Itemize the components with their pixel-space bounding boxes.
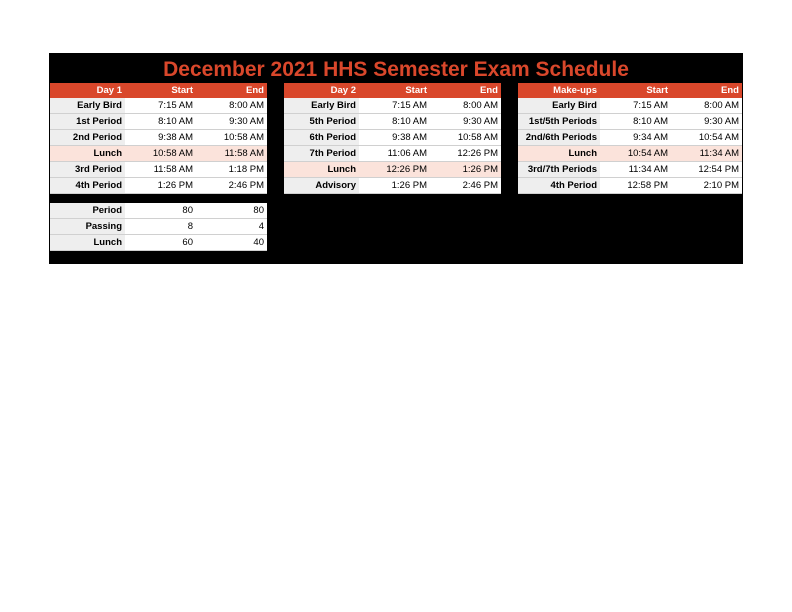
header-cell: Day 2 xyxy=(284,83,359,98)
start-cell: 10:54 AM xyxy=(600,146,671,162)
end-cell: 8:00 AM xyxy=(430,98,501,114)
durations-table xyxy=(50,203,267,251)
start-cell: 8:10 AM xyxy=(359,114,430,130)
start-cell: 11:06 AM xyxy=(359,146,430,162)
table-row xyxy=(50,130,267,146)
table-row xyxy=(50,162,267,178)
table-row xyxy=(518,130,742,146)
end-cell: 1:18 PM xyxy=(196,162,267,178)
row-label: Lunch xyxy=(50,146,125,162)
row-label: Lunch xyxy=(284,162,359,178)
table-row xyxy=(284,178,501,194)
header-cell: Start xyxy=(125,83,196,98)
table-header-row xyxy=(284,83,501,98)
header-cell: Start xyxy=(600,83,671,98)
end-cell: 8:00 AM xyxy=(196,98,267,114)
end-cell: 2:46 PM xyxy=(196,178,267,194)
end-cell: 2:46 PM xyxy=(430,178,501,194)
row-label: 2nd/6th Periods xyxy=(518,130,600,146)
schedule-sheet xyxy=(49,53,743,264)
end-cell: 11:58 AM xyxy=(196,146,267,162)
start-cell: 9:34 AM xyxy=(600,130,671,146)
table-row xyxy=(50,114,267,130)
row-label: 3rd/7th Periods xyxy=(518,162,600,178)
header-cell: End xyxy=(196,83,267,98)
makeup-minutes-cell: 40 xyxy=(196,235,267,251)
end-cell: 2:10 PM xyxy=(671,178,742,194)
row-label: Passing xyxy=(50,219,125,235)
start-cell: 12:26 PM xyxy=(359,162,430,178)
start-cell: 7:15 AM xyxy=(359,98,430,114)
makeup-minutes-cell: 80 xyxy=(196,203,267,219)
lunch-row xyxy=(50,146,267,162)
start-cell: 9:38 AM xyxy=(125,130,196,146)
table-row xyxy=(518,114,742,130)
table-row xyxy=(518,178,742,194)
header-cell: Start xyxy=(359,83,430,98)
row-label: Lunch xyxy=(518,146,600,162)
day1-minutes-cell: 60 xyxy=(125,235,196,251)
end-cell: 9:30 AM xyxy=(671,114,742,130)
start-cell: 1:26 PM xyxy=(359,178,430,194)
row-label: 1st Period xyxy=(50,114,125,130)
row-label: 3rd Period xyxy=(50,162,125,178)
end-cell: 12:54 PM xyxy=(671,162,742,178)
table-row xyxy=(50,235,267,251)
row-label: 4th Period xyxy=(518,178,600,194)
end-cell: 8:00 AM xyxy=(671,98,742,114)
row-label: 7th Period xyxy=(284,146,359,162)
end-cell: 9:30 AM xyxy=(430,114,501,130)
table-row xyxy=(284,146,501,162)
table-row xyxy=(518,98,742,114)
table-row xyxy=(50,203,267,219)
start-cell: 12:58 PM xyxy=(600,178,671,194)
start-cell: 1:26 PM xyxy=(125,178,196,194)
table-row xyxy=(284,114,501,130)
start-cell: 9:38 AM xyxy=(359,130,430,146)
row-label: Early Bird xyxy=(284,98,359,114)
table-row xyxy=(50,98,267,114)
header-cell: Day 1 xyxy=(50,83,125,98)
header-cell: End xyxy=(671,83,742,98)
lunch-row xyxy=(284,162,501,178)
day1-table xyxy=(50,83,267,194)
end-cell: 1:26 PM xyxy=(430,162,501,178)
row-label: 1st/5th Periods xyxy=(518,114,600,130)
start-cell: 11:34 AM xyxy=(600,162,671,178)
makeup-minutes-cell: 4 xyxy=(196,219,267,235)
table-row xyxy=(284,130,501,146)
day1-minutes-cell: 8 xyxy=(125,219,196,235)
lunch-row xyxy=(518,146,742,162)
end-cell: 12:26 PM xyxy=(430,146,501,162)
page-title: December 2021 HHS Semester Exam Schedule xyxy=(163,58,629,81)
row-label: Early Bird xyxy=(518,98,600,114)
end-cell: 11:34 AM xyxy=(671,146,742,162)
start-cell: 10:58 AM xyxy=(125,146,196,162)
start-cell: 8:10 AM xyxy=(125,114,196,130)
end-cell: 10:54 AM xyxy=(671,130,742,146)
start-cell: 7:15 AM xyxy=(600,98,671,114)
start-cell: 8:10 AM xyxy=(600,114,671,130)
row-label: 5th Period xyxy=(284,114,359,130)
end-cell: 10:58 AM xyxy=(430,130,501,146)
row-label: 2nd Period xyxy=(50,130,125,146)
header-cell: Make-ups xyxy=(518,83,600,98)
row-label: 6th Period xyxy=(284,130,359,146)
start-cell: 11:58 AM xyxy=(125,162,196,178)
row-label: 4th Period xyxy=(50,178,125,194)
row-label: Advisory xyxy=(284,178,359,194)
end-cell: 9:30 AM xyxy=(196,114,267,130)
row-label: Lunch xyxy=(50,235,125,251)
table-header-row xyxy=(50,83,267,98)
header-cell: End xyxy=(430,83,501,98)
table-row xyxy=(284,98,501,114)
table-row xyxy=(518,162,742,178)
end-cell: 10:58 AM xyxy=(196,130,267,146)
row-label: Period xyxy=(50,203,125,219)
table-row xyxy=(50,219,267,235)
day2-table xyxy=(284,83,501,194)
row-label: Early Bird xyxy=(50,98,125,114)
table-row xyxy=(50,178,267,194)
table-header-row xyxy=(518,83,742,98)
day1-minutes-cell: 80 xyxy=(125,203,196,219)
makeups-table xyxy=(518,83,742,194)
start-cell: 7:15 AM xyxy=(125,98,196,114)
